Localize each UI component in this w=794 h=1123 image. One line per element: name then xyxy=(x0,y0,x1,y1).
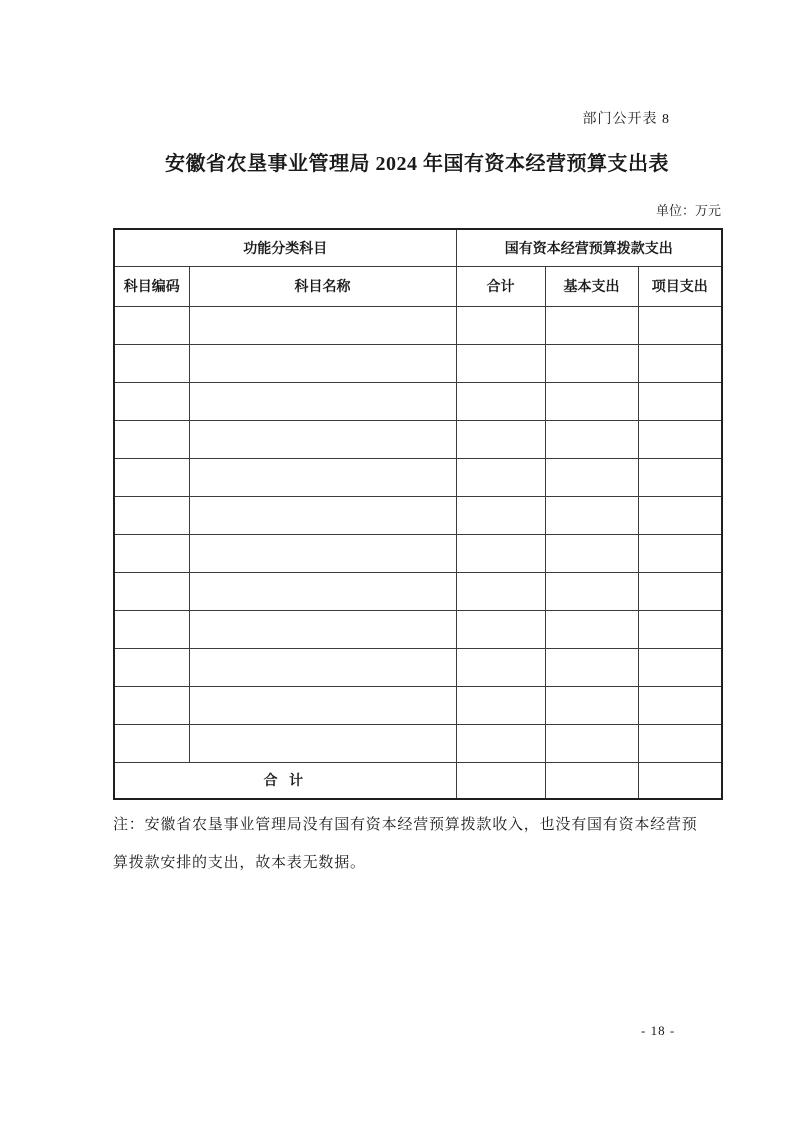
table-cell xyxy=(114,382,189,420)
table-cell xyxy=(114,306,189,344)
column-header-subject-code: 科目编码 xyxy=(114,266,189,306)
table-cell xyxy=(114,572,189,610)
note xyxy=(113,806,721,882)
table-row xyxy=(114,648,722,686)
table-row xyxy=(114,344,722,382)
table-cell xyxy=(456,458,545,496)
table-cell xyxy=(456,686,545,724)
group-header-budget-appropriation-expenditure: 国有资本经营预算拨款支出 xyxy=(456,229,722,266)
page-title: 安徽省农垦事业管理局 2024 年国有资本经营预算支出表 xyxy=(165,153,669,175)
table-row xyxy=(114,458,722,496)
table-cell xyxy=(456,496,545,534)
table-row xyxy=(114,306,722,344)
table-row xyxy=(114,420,722,458)
table-cell xyxy=(456,344,545,382)
table-cell xyxy=(638,610,722,648)
table-label: 部门公开表 8 xyxy=(582,112,670,127)
table-row xyxy=(114,572,722,610)
table-cell xyxy=(545,420,638,458)
table-cell xyxy=(189,572,456,610)
column-header-subject-name: 科目名称 xyxy=(189,266,456,306)
unit-label: 单位：万元 xyxy=(655,203,721,218)
table-row xyxy=(114,610,722,648)
table-cell xyxy=(114,420,189,458)
table-cell xyxy=(638,724,722,762)
table-cell xyxy=(545,648,638,686)
table-cell xyxy=(456,724,545,762)
note-line: 注：安徽省农垦事业管理局没有国有资本经营预算拨款收入，也没有国有资本经营预 xyxy=(113,817,698,833)
table-cell xyxy=(545,534,638,572)
table-cell xyxy=(545,458,638,496)
table-cell xyxy=(114,724,189,762)
column-header-total: 合计 xyxy=(456,266,545,306)
table-cell xyxy=(638,496,722,534)
table-cell xyxy=(114,648,189,686)
table-column-header-row xyxy=(114,266,722,306)
column-header-project-expenditure: 项目支出 xyxy=(638,266,722,306)
budget-table xyxy=(113,228,723,800)
table-cell xyxy=(638,382,722,420)
table-cell xyxy=(638,458,722,496)
table-cell xyxy=(456,534,545,572)
note-line: 算拨款安排的支出，故本表无数据。 xyxy=(113,855,366,871)
table-cell xyxy=(545,306,638,344)
table-group-header-row xyxy=(114,229,722,266)
table-cell xyxy=(189,306,456,344)
table-cell xyxy=(545,496,638,534)
table-row xyxy=(114,534,722,572)
table-row xyxy=(114,724,722,762)
table-cell xyxy=(456,648,545,686)
table-cell xyxy=(189,382,456,420)
table-cell xyxy=(638,648,722,686)
table-body xyxy=(114,306,722,762)
table-cell xyxy=(114,686,189,724)
table-cell xyxy=(638,534,722,572)
table-cell xyxy=(545,610,638,648)
total-value-cell xyxy=(545,762,638,799)
table-footer-row xyxy=(114,762,722,799)
table-cell xyxy=(189,648,456,686)
table-cell xyxy=(638,306,722,344)
column-header-basic-expenditure: 基本支出 xyxy=(545,266,638,306)
table-cell xyxy=(456,306,545,344)
table-row xyxy=(114,686,722,724)
table-cell xyxy=(456,382,545,420)
table-cell xyxy=(545,344,638,382)
table-cell xyxy=(456,572,545,610)
table-cell xyxy=(189,724,456,762)
table-cell xyxy=(638,420,722,458)
total-value-cell xyxy=(456,762,545,799)
table-cell xyxy=(456,420,545,458)
total-value-cell xyxy=(638,762,722,799)
total-label-cell: 合 计 xyxy=(114,762,456,799)
table-cell xyxy=(189,458,456,496)
table-cell xyxy=(456,610,545,648)
table-cell xyxy=(638,344,722,382)
table-cell xyxy=(189,344,456,382)
table-cell xyxy=(545,382,638,420)
table-cell xyxy=(114,496,189,534)
table-cell xyxy=(189,534,456,572)
table-cell xyxy=(189,610,456,648)
table-cell xyxy=(114,344,189,382)
table-cell xyxy=(114,534,189,572)
table-cell xyxy=(114,458,189,496)
table-cell xyxy=(189,420,456,458)
table-row xyxy=(114,382,722,420)
table-cell xyxy=(638,686,722,724)
table-cell xyxy=(545,686,638,724)
table-cell xyxy=(545,724,638,762)
table-cell xyxy=(189,496,456,534)
page-number: - 18 - xyxy=(641,1023,676,1038)
table-cell xyxy=(189,686,456,724)
table-cell xyxy=(545,572,638,610)
table-cell xyxy=(114,610,189,648)
table-cell xyxy=(638,572,722,610)
table-row xyxy=(114,496,722,534)
group-header-functional-category: 功能分类科目 xyxy=(114,229,456,266)
